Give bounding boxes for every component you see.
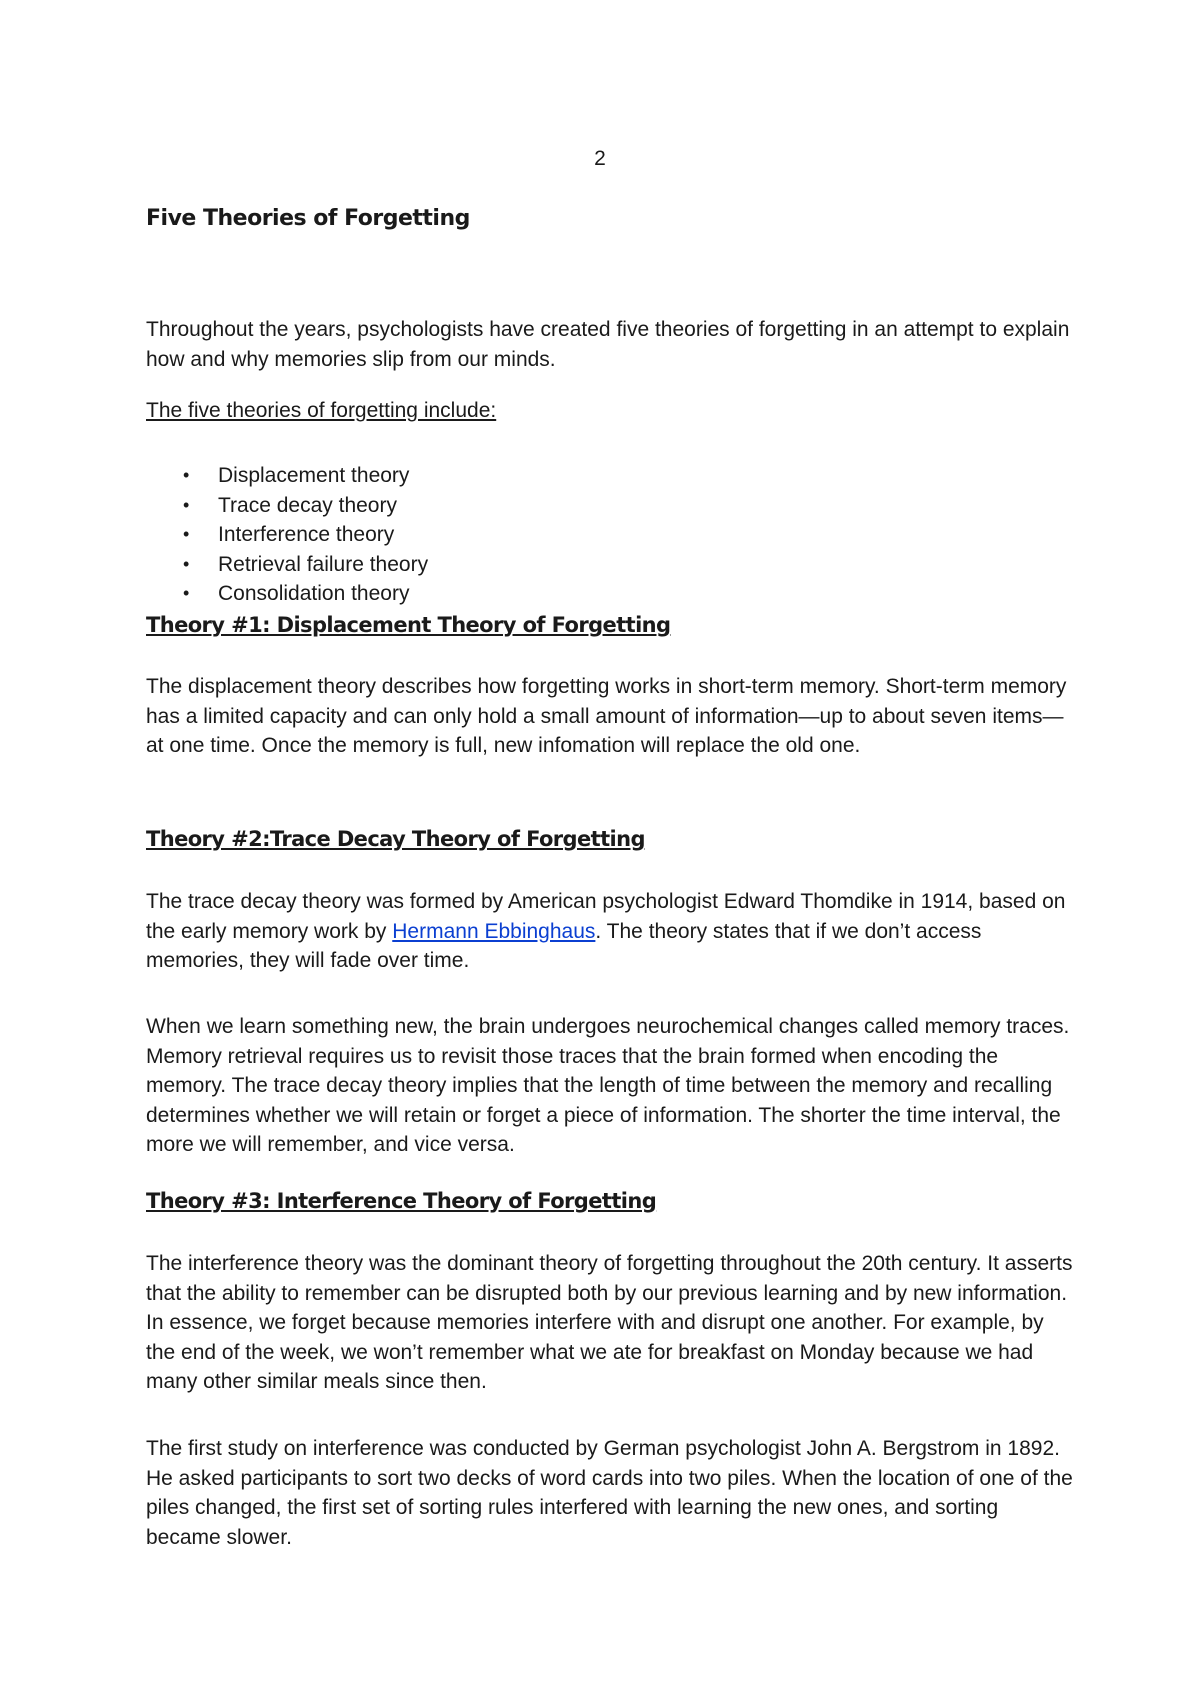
section-heading-trace-decay: Theory #2:Trace Decay Theory of Forgetting	[146, 827, 645, 851]
list-item: • Consolidation theory	[146, 579, 428, 609]
bullet-icon: •	[183, 465, 190, 485]
list-item: • Interference theory	[146, 520, 428, 550]
bullet-icon: •	[183, 553, 190, 574]
section-heading-displacement: Theory #1: Displacement Theory of Forgetting	[146, 613, 671, 637]
list-item: • Displacement theory	[146, 461, 428, 491]
bullet-icon: •	[183, 583, 190, 603]
bullet-icon: •	[183, 494, 190, 515]
page-number: 2	[594, 147, 606, 170]
section-heading-interference: Theory #3: Interference Theory of Forgetting	[146, 1189, 657, 1213]
trace-decay-paragraph-2: When we learn something new, the brain undergoes neurochemical changes called memory traces. Memory retrieval requires us to revisit those traces that the brain formed when encoding the memory. The trace decay theory implies that the length of time between the memory and recalling determines whether we will retain or forget a piece of information. The shorter the time interval, the more we will remember, and vice versa.	[146, 1015, 1070, 1156]
displacement-paragraph: The displacement theory describes how forgetting works in short-term memory. Short-term memory has a limited capacity and can only hold a small amount of information—up to about seven items—at one time. Once the memory is full, new infomation will replace the old one.	[146, 675, 1067, 757]
bullet-icon: •	[183, 524, 190, 544]
list-item: • Trace decay theory	[146, 491, 428, 521]
interference-paragraph-2: The first study on interference was conducted by German psychologist John A. Bergstrom in 1892. He asked participants to sort two decks of word cards into two piles. When the location of one of the piles changed, the first set of sorting rules interfered with learning the new ones, and sorting became slower.	[146, 1437, 1073, 1549]
intro-paragraph: Throughout the years, psychologists have created five theories of forgetting in an attempt to explain how and why memories slip from our minds.	[146, 318, 1070, 371]
trace-decay-paragraph-1: The trace decay theory was formed by American psychologist Edward Thomdike in 1914, based on the early memory work by Hermann Ebbinghaus. The theory states that if we don’t access memories, they will fade over time.	[146, 890, 1066, 972]
interference-paragraph-1: The interference theory was the dominant theory of forgetting throughout the 20th century. It asserts that the ability to remember can be disrupted both by our previous learning and by new information. In essence, we forget because memories interfere with and disrupt one another. For example, by the end of the week, we won’t remember what we ate for breakfast on Monday because we had many other similar meals since then.	[146, 1252, 1073, 1393]
theories-list	[146, 461, 428, 609]
page-title: Five Theories of Forgetting	[146, 206, 470, 231]
list-item: • Retrieval failure theory	[146, 550, 428, 580]
list-intro: The five theories of forgetting include:	[146, 399, 497, 422]
ebbinghaus-link[interactable]: Hermann Ebbinghaus	[392, 919, 596, 943]
